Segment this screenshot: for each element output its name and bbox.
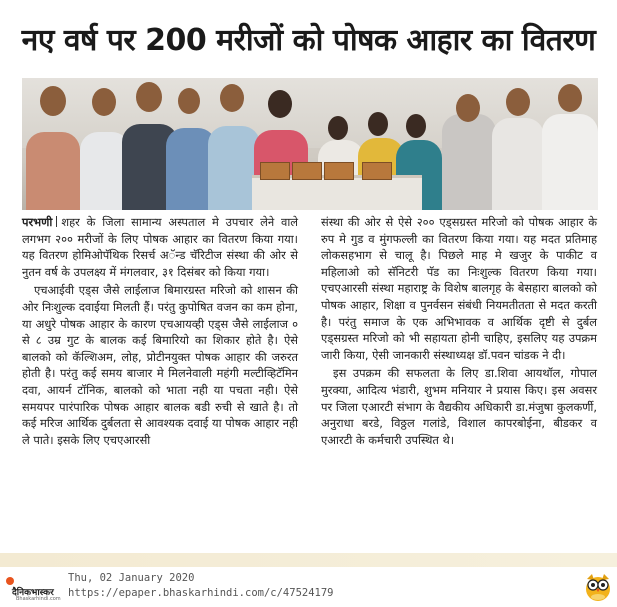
headline: नए वर्ष पर 200 मरीजों को पोषक आहार का वितरण: [21, 23, 596, 58]
footer-strip: [0, 553, 617, 567]
footer-meta: [68, 571, 334, 601]
publish-date: Thu, 02 January 2020: [68, 572, 195, 584]
brand-dot-icon: [6, 577, 14, 585]
dateline: परभणी: [22, 215, 53, 229]
owl-mascot-icon: [584, 570, 612, 602]
brand-sub: Bhaskarhindi.com: [16, 596, 61, 602]
article-paragraph: इस उपक्रम की सफलता के लिए डा.शिवा आयथॉल, गोपाल मुरक्या, आदित्य भंडारी, शुभम मनियार ने प्रयास किए। इस अवसर पर जिला एआरटी संभाग के वैद्यकीय अधिकारी डा.मंजुषा कुलकर्णी, अनुराधा बरडे, विठ्ठल गलांडे, विशाल कापरबोईना, बीडकर व एआरटी के कर्मचारी उपस्थित थे।: [321, 366, 597, 447]
article-paragraph: संस्था की ओर से ऐसे २०० एड्सग्रस्त मरिजो को पोषक आहार के रुप मे गुड व मुंगफल्ली का वितरण किया गया। यह मदत प्रतिमाह लोकसहभाग से चालू है। पिछले माह मे खजुर के पाकीट व महिलाओ को सॅनिटरी पॅड का निःशुल्क वितरण किया गया। एचएआरसी संस्था महाराष्ट्र के विशेष बालगृह के बेसहारा बालको को पोषक आहार, शिक्षा व पुनर्वसन संबंधी नियमतीतता से मदत करती है। परंतु समाज के एक अभिभावक व आर्थिक दृष्टी से दुर्बल एड्सग्रस्त मरिजो को भी सहायता होनी चाहिए, इसलिए यह उपक्रम जारी किया, ऐसी जानकारी संस्थाध्यक्ष डॉ.पवन चांडक ने दी।: [321, 215, 597, 362]
brand-logo[interactable]: [6, 575, 62, 601]
group-photo: [22, 78, 598, 210]
article-paragraph: शहर के जिला सामान्य अस्पताल मे उपचार लेने वाले लगभग २०० मरीजों के लिए पोषक आहार का वितरण किया गया। यह वितरण होमिओपॅथिक रिसर्च अॅन्ड चॅरिटीज संस्था की ओर से नुतन वर्ष के उपलक्ष्य में मंगलवार, ३१ दिसंबर को किया गया।: [22, 215, 298, 279]
epaper-url[interactable]: https://epaper.bhaskarhindi.com/c/47524179: [68, 587, 334, 599]
article-column-left: [22, 214, 298, 450]
article-column-right: [321, 214, 597, 450]
article-paragraph: एचआईवी एड्स जैसे लाईलाज बिमारग्रस्त मरिजो को शासन की ओर निःशुल्क दवाईया मिलती हैं। परंतु कुपोषित वजन का कम होना, या अधुरे पोषक आहार के कारण एचआयव्ही एड्स जैसे लाईलाज ० से ८ उम्र गुट के बालक कई बिमारियो का शिकार होते है। ऐसे बालको को कॅल्शिअम, लोह, प्रोटीनयुक्त पोषक आहार की जरुरत होती है। परंतु कई समय बाजार मे मिलनेवाली महंगी मल्टीव्हिटॅमिन दवा, आयर्न टॉनिक, बालको को भाता नही या पचता नही। ऐसे समयपर पारंपारिक पोषक आहार बालक बडी रुची से खाते है। तो कई मरिज आर्थिक दुर्बलता से आवश्यक दवाई या पोषक आहार नही ले पाते। इसके लिए एचएआरसी: [22, 283, 298, 447]
brand-name: दैनिकभास्कर: [12, 588, 54, 598]
